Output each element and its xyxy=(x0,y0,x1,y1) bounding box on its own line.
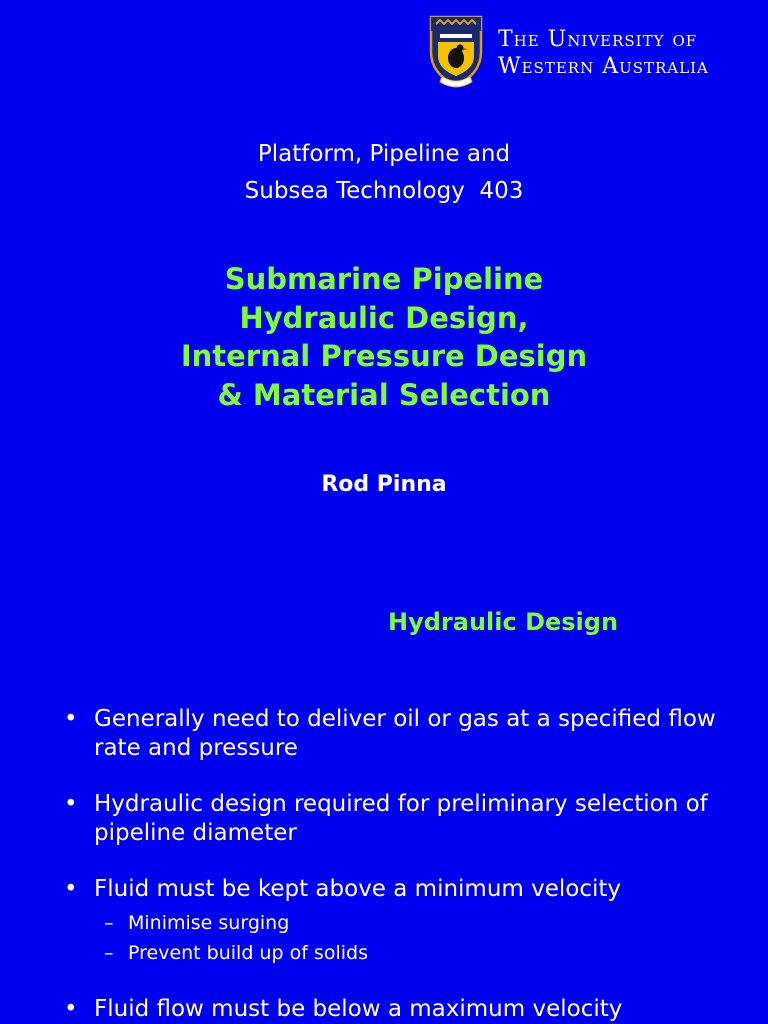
lecture-title xyxy=(0,260,768,414)
lecture-title-line3: Internal Pressure Design xyxy=(180,339,588,373)
bullet-text: Fluid must be kept above a minimum velocity xyxy=(94,876,622,902)
bullet-text: Fluid flow must be below a maximum velocity xyxy=(94,996,623,1022)
bullet-item xyxy=(62,705,752,763)
sub-bullet-text: Prevent build up of solids xyxy=(128,942,368,964)
lecture-title-line1: Submarine Pipeline xyxy=(224,262,544,296)
lecture-title-line2: Hydraulic Design, xyxy=(239,300,529,335)
bullet-text: Hydraulic design required for preliminary selection of pipeline diameter xyxy=(94,791,708,846)
bullet-item xyxy=(62,790,752,848)
bullet-item xyxy=(62,995,752,1024)
bullet-marker: • xyxy=(64,996,78,1022)
sub-bullet-list xyxy=(94,908,752,968)
university-name xyxy=(498,26,709,80)
sub-bullet-item xyxy=(94,938,752,968)
course-title-line1: Platform, Pipeline and xyxy=(257,141,511,167)
university-name-line1: The University of xyxy=(498,27,698,52)
bullet-item xyxy=(62,875,752,968)
sub-bullet-marker: – xyxy=(104,912,114,934)
sub-bullet-item xyxy=(94,908,752,938)
author-name: Rod Pinna xyxy=(321,472,447,497)
section-heading: Hydraulic Design xyxy=(388,608,619,636)
bullet-text: Generally need to deliver oil or gas at a specified flow rate and pressure xyxy=(94,706,716,761)
bullet-marker: • xyxy=(64,706,78,732)
university-crest-icon xyxy=(428,14,484,90)
bullet-marker: • xyxy=(64,791,78,817)
university-name-line2: Western Australia xyxy=(498,54,709,79)
course-title-line2: Subsea Technology 403 xyxy=(244,178,524,204)
course-title xyxy=(0,136,768,210)
lecture-title-line4: & Material Selection xyxy=(217,377,551,412)
sub-bullet-marker: – xyxy=(104,942,114,964)
bullet-list xyxy=(62,705,752,1024)
bullet-marker: • xyxy=(64,876,78,902)
sub-bullet-text: Minimise surging xyxy=(128,912,290,934)
